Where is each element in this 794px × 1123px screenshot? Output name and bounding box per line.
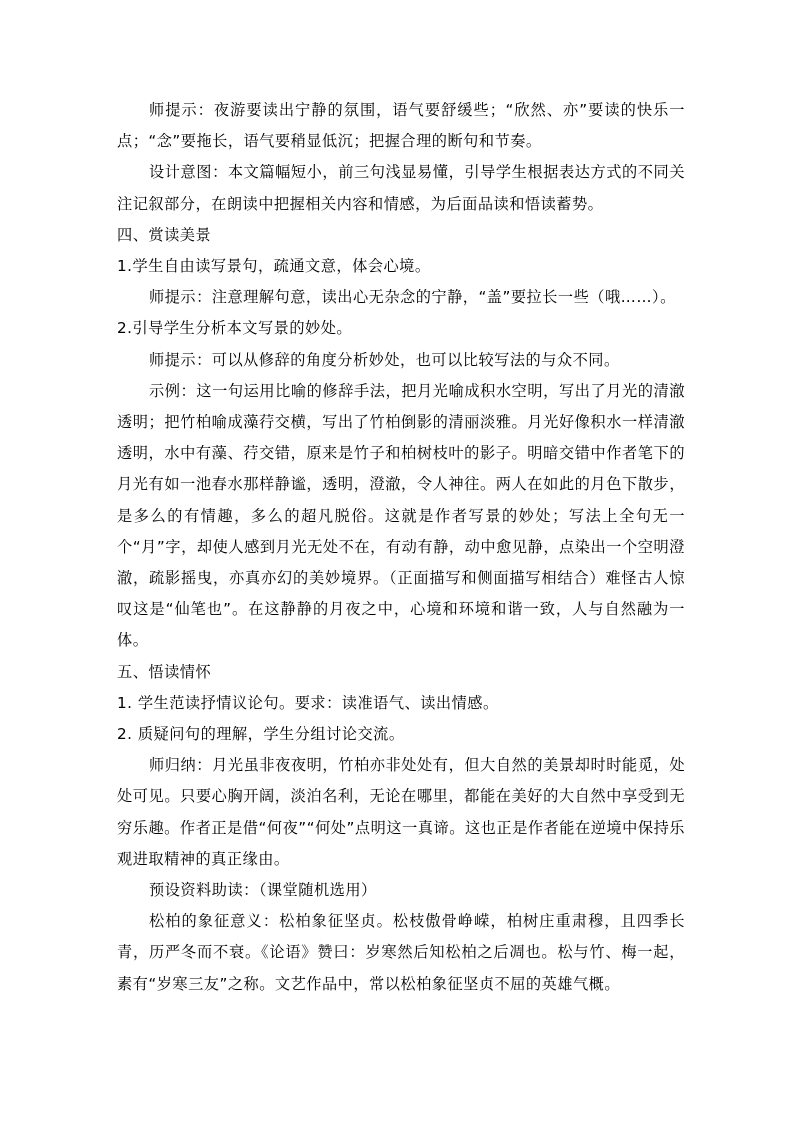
- section-heading-5: 五、悟读情怀: [117, 662, 212, 681]
- list-item-1: 1.学生自由读写景句，疏通文意，体会心境。: [117, 257, 431, 276]
- teacher-tip-paragraph: 师提示：注意理解句意，读出心无杂念的宁静，“盖”要拉长一些（哦……）。: [149, 288, 676, 307]
- teacher-summary-paragraph: 师归纳：月光虽非夜夜明，竹柏亦非处处有，但大自然的美景却时时能觅，处处可见。只要心胸开阔，淡泊名利，无论在哪里，都能在美好的大自然中享受到无穷乐趣。作者正是借“何夜”“何处”点明这一真谛。这也正是作者能在逆境中保持乐观进取精神的真正缘由。: [117, 756, 685, 868]
- reference-reading-paragraph: 松柏的象征意义：松柏象征坚贞。松枝傲骨峥嵘，柏树庄重肃穆，且四季长青，历严冬而不衰。《论语》赞曰：岁寒然后知松柏之后凋也。松与竹、梅一起，素有“岁寒三友”之称。文艺作品中，常以松柏象征坚贞不屈的英雄气概。: [117, 912, 685, 993]
- list-item-2: 2.引导学生分析本文写景的妙处。: [117, 319, 353, 338]
- list-item-1: 1. 学生范读抒情议论句。要求：读准语气、读出情感。: [117, 693, 499, 712]
- reference-reading-title: 预设资料助读：（课堂随机选用）: [149, 881, 377, 900]
- teacher-tip-paragraph: 师提示：夜游要读出宁静的氛围，语气要舒缓些；“欣然、亦”要读的快乐一点；“念”要拖长，语气要稍显低沉；把握合理的断句和节奏。: [117, 101, 685, 151]
- section-heading-4: 四、赏读美景: [117, 225, 212, 244]
- document-body: [117, 95, 685, 1000]
- teacher-tip-paragraph: 师提示：可以从修辞的角度分析妙处，也可以比较写法的与众不同。: [149, 350, 620, 369]
- design-intent-paragraph: 设计意图：本文篇幅短小，前三句浅显易懂，引导学生根据表达方式的不同关注记叙部分，在朗读中把握相关内容和情感，为后面品读和悟读蓄势。: [117, 163, 685, 213]
- example-paragraph: 示例：这一句运用比喻的修辞手法，把月光喻成积水空明，写出了月光的清澈透明；把竹柏喻成藻荇交横，写出了竹柏倒影的清丽淡雅。月光好像积水一样清澈透明，水中有藻、荇交错，原来是竹子和柏树枝叶的影子。明暗交错中作者笔下的月光有如一池春水那样静谧，透明，澄澈，令人神往。两人在如此的月色下散步，是多么的有情趣，多么的超凡脱俗。这就是作者写景的妙处；写法上全句无一个“月”字，却使人感到月光无处不在，有动有静，动中愈见静，点染出一个空明澄澈，疏影摇曳，亦真亦幻的美妙境界。（正面描写和侧面描写相结合）难怪古人惊叹这是“仙笔也”。在这静静的月夜之中，心境和环境和谐一致，人与自然融为一体。: [117, 381, 685, 650]
- list-item-2: 2. 质疑问句的理解，学生分组讨论交流。: [117, 725, 405, 744]
